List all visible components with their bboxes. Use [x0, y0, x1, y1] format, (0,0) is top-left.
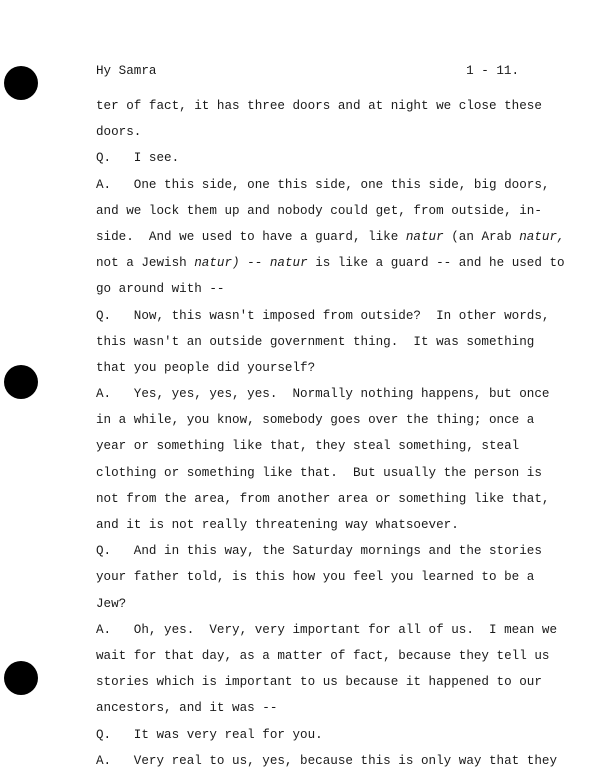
transcript-line: [96, 591, 520, 617]
transcript-line: [96, 381, 550, 407]
line-text: side. And we used to have a guard, like: [96, 229, 406, 244]
transcript-line: [96, 643, 550, 669]
transcript-line: [96, 119, 520, 145]
line-text: not a Jewish: [96, 256, 195, 271]
transcript-line: [96, 722, 520, 748]
line-text: in a while, you know, somebody goes over the thing; once a: [96, 413, 535, 428]
page-number: 1 - 11.: [466, 64, 519, 78]
transcript-line: [96, 303, 550, 329]
line-text: not from the area, from another area or something like that,: [96, 491, 550, 506]
line-text: clothing or something like that. But usually the person is: [96, 465, 542, 480]
interviewee-name: Hy Samra: [96, 64, 157, 78]
transcript-line: [96, 224, 565, 250]
transcript-line: [96, 669, 542, 695]
page-header: [96, 64, 519, 78]
transcript-line: [96, 486, 550, 512]
line-text: year or something like that, they steal something, steal: [96, 439, 520, 454]
line-text: Q. Now, this wasn't imposed from outside? In other words,: [96, 308, 550, 323]
italic-term: natur): [194, 256, 240, 271]
line-text: that you people did yourself?: [96, 360, 316, 375]
transcript-line: [96, 512, 520, 538]
line-text: wait for that day, as a matter of fact, because they tell us: [96, 648, 550, 663]
line-text: --: [239, 256, 270, 271]
line-text: Q. It was very real for you.: [96, 727, 323, 742]
line-text: (an Arab: [443, 229, 520, 244]
line-text: is like a guard -- and he used to: [307, 256, 565, 271]
line-text: A. One this side, one this side, one this side, big doors,: [96, 177, 550, 192]
transcript-line: [96, 407, 535, 433]
transcript-line: [96, 172, 550, 198]
line-text: A. Yes, yes, yes, yes. Normally nothing happens, but once: [96, 387, 550, 402]
transcript-line: [96, 93, 542, 119]
line-text: your father told, is this how you feel you learned to be a: [96, 570, 535, 585]
transcript-line: [96, 145, 520, 171]
transcript-line: [96, 198, 542, 224]
line-text: and we lock them up and nobody could get, from outside, in-: [96, 203, 542, 218]
transcript-line: [96, 748, 558, 774]
line-text: this wasn't an outside government thing. It was something: [96, 334, 535, 349]
transcript-line: [96, 538, 542, 564]
line-text: doors.: [96, 125, 142, 140]
transcript-line: [96, 329, 535, 355]
line-text: stories which is important to us because it happened to our: [96, 675, 542, 690]
line-text: go around with --: [96, 282, 225, 297]
line-text: A. Oh, yes. Very, very important for all of us. I mean we: [96, 622, 558, 637]
transcript-line: [96, 355, 520, 381]
line-text: ancestors, and it was --: [96, 701, 278, 716]
line-text: and it is not really threatening way whatsoever.: [96, 518, 459, 532]
italic-term: natur: [405, 229, 444, 244]
transcript-line: [96, 250, 565, 276]
line-text: Jew?: [96, 596, 127, 611]
binder-hole-bottom: [4, 661, 38, 695]
line-text: Q. I see.: [96, 151, 180, 166]
transcript-line: [96, 460, 542, 486]
line-text: ter of fact, it has three doors and at night we close these: [96, 99, 542, 113]
transcript-line: [96, 433, 520, 459]
transcript-line: [96, 617, 558, 643]
line-text: A. Very real to us, yes, because this is only way that they: [96, 753, 558, 768]
binder-hole-middle: [4, 365, 38, 399]
line-text: Q. And in this way, the Saturday mornings and the stories: [96, 544, 542, 559]
transcript-body: [96, 93, 565, 774]
italic-term: natur,: [519, 229, 565, 244]
transcript-line: [96, 695, 520, 721]
binder-hole-top: [4, 66, 38, 100]
transcript-line: [96, 564, 535, 590]
transcript-line: [96, 276, 520, 302]
italic-term: natur: [269, 256, 308, 271]
